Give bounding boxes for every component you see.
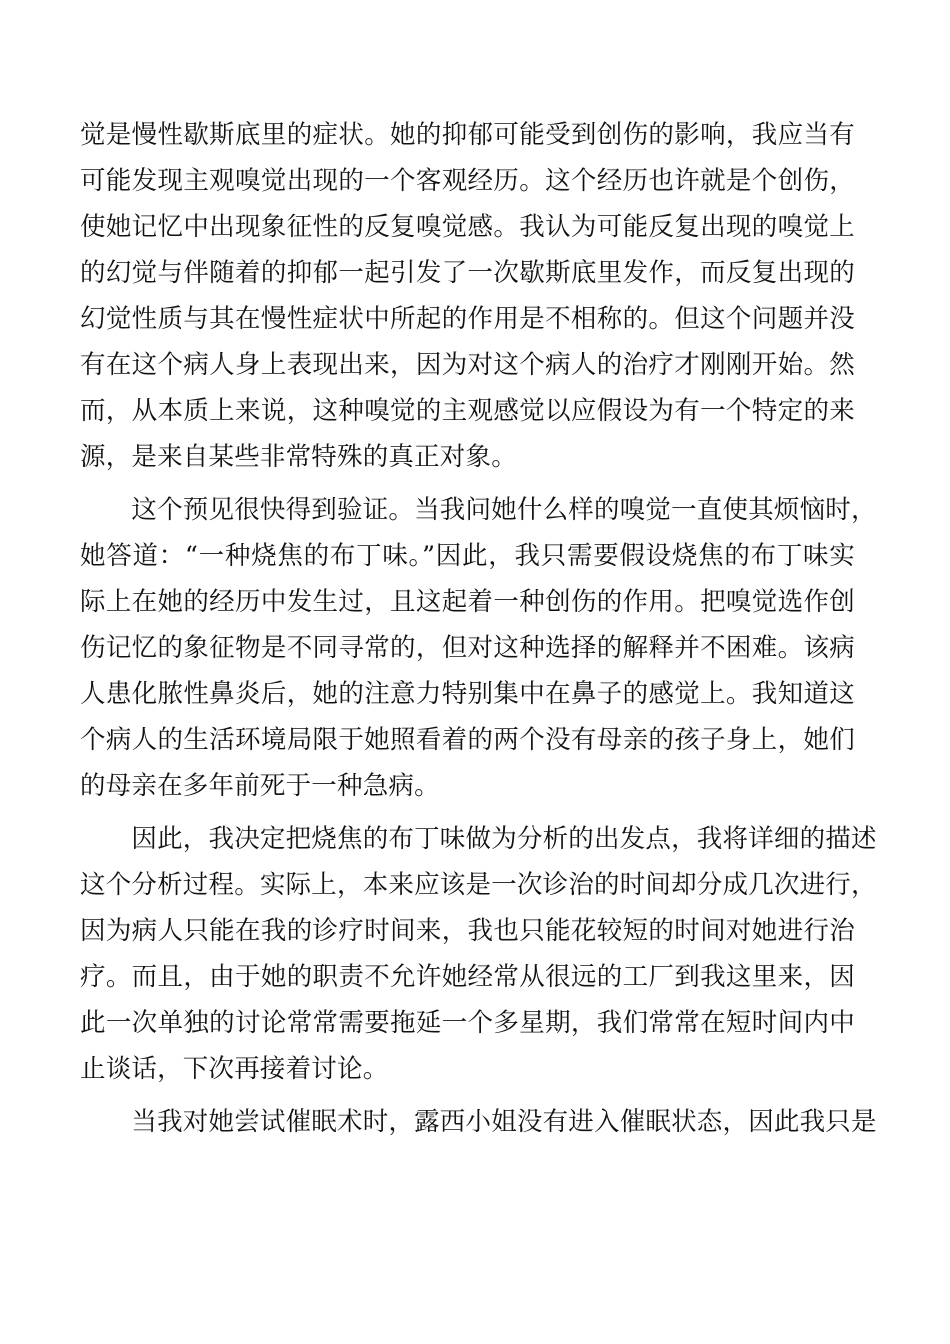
- paragraph: [80, 112, 855, 480]
- text-line: 觉是慢性歇斯底里的症状。她的抑郁可能受到创伤的影响，我应当有: [80, 120, 855, 150]
- text-line: 止谈话，下次再接着讨论。: [80, 1054, 389, 1084]
- text-line: 的母亲在多年前死于一种急病。: [80, 771, 440, 801]
- text-line: 当我对她尝试催眠术时，露西小姐没有进入催眠状态，因此我只是: [80, 1107, 877, 1137]
- text-line: 伤记忆的象征物是不同寻常的，但对这种选择的解释并不困难。该病: [80, 633, 855, 663]
- paragraph: [80, 1099, 877, 1145]
- body-text: [80, 112, 877, 1145]
- text-line: 有在这个病人身上表现出来，因为对这个病人的治疗才刚刚开始。然: [80, 350, 855, 380]
- paragraph: [80, 487, 877, 809]
- text-line: 的幻觉与伴随着的抑郁一起引发了一次歇斯底里发作，而反复出现的: [80, 258, 855, 288]
- text-line: 可能发现主观嗅觉出现的一个客观经历。这个经历也许就是个创伤，: [80, 166, 855, 196]
- text-line: 个病人的生活环境局限于她照看着的两个没有母亲的孩子身上，她们: [80, 725, 855, 755]
- text-line: 因此，我决定把烧焦的布丁味做为分析的出发点，我将详细的描述: [80, 824, 877, 854]
- text-line: 际上在她的经历中发生过，且这起着一种创伤的作用。把嗅觉选作创: [80, 587, 855, 617]
- text-line: 这个分析过程。实际上，本来应该是一次诊治的时间却分成几次进行，: [80, 870, 877, 900]
- paragraph: [80, 816, 877, 1092]
- text-line: 幻觉性质与其在慢性症状中所起的作用是不相称的。但这个问题并没: [80, 304, 855, 334]
- text-line: 而，从本质上来说，这种嗅觉的主观感觉以应假设为有一个特定的来: [80, 396, 855, 426]
- text-line: 此一次单独的讨论常常需要拖延一个多星期，我们常常在短时间内中: [80, 1008, 855, 1038]
- text-line: 因为病人只能在我的诊疗时间来，我也只能花较短的时间对她进行治: [80, 916, 855, 946]
- text-line: 使她记忆中出现象征性的反复嗅觉感。我认为可能反复出现的嗅觉上: [80, 212, 855, 242]
- text-line: 源，是来自某些非常特殊的真正对象。: [80, 442, 517, 472]
- text-line: 这个预见很快得到验证。当我问她什么样的嗅觉一直使其烦恼时，: [80, 495, 877, 525]
- text-line: 疗。而且，由于她的职责不允许她经常从很远的工厂到我这里来，因: [80, 962, 855, 992]
- text-line: 她答道：“一种烧焦的布丁味。”因此，我只需要假设烧焦的布丁味实: [80, 541, 855, 571]
- text-line: 人患化脓性鼻炎后，她的注意力特别集中在鼻子的感觉上。我知道这: [80, 679, 855, 709]
